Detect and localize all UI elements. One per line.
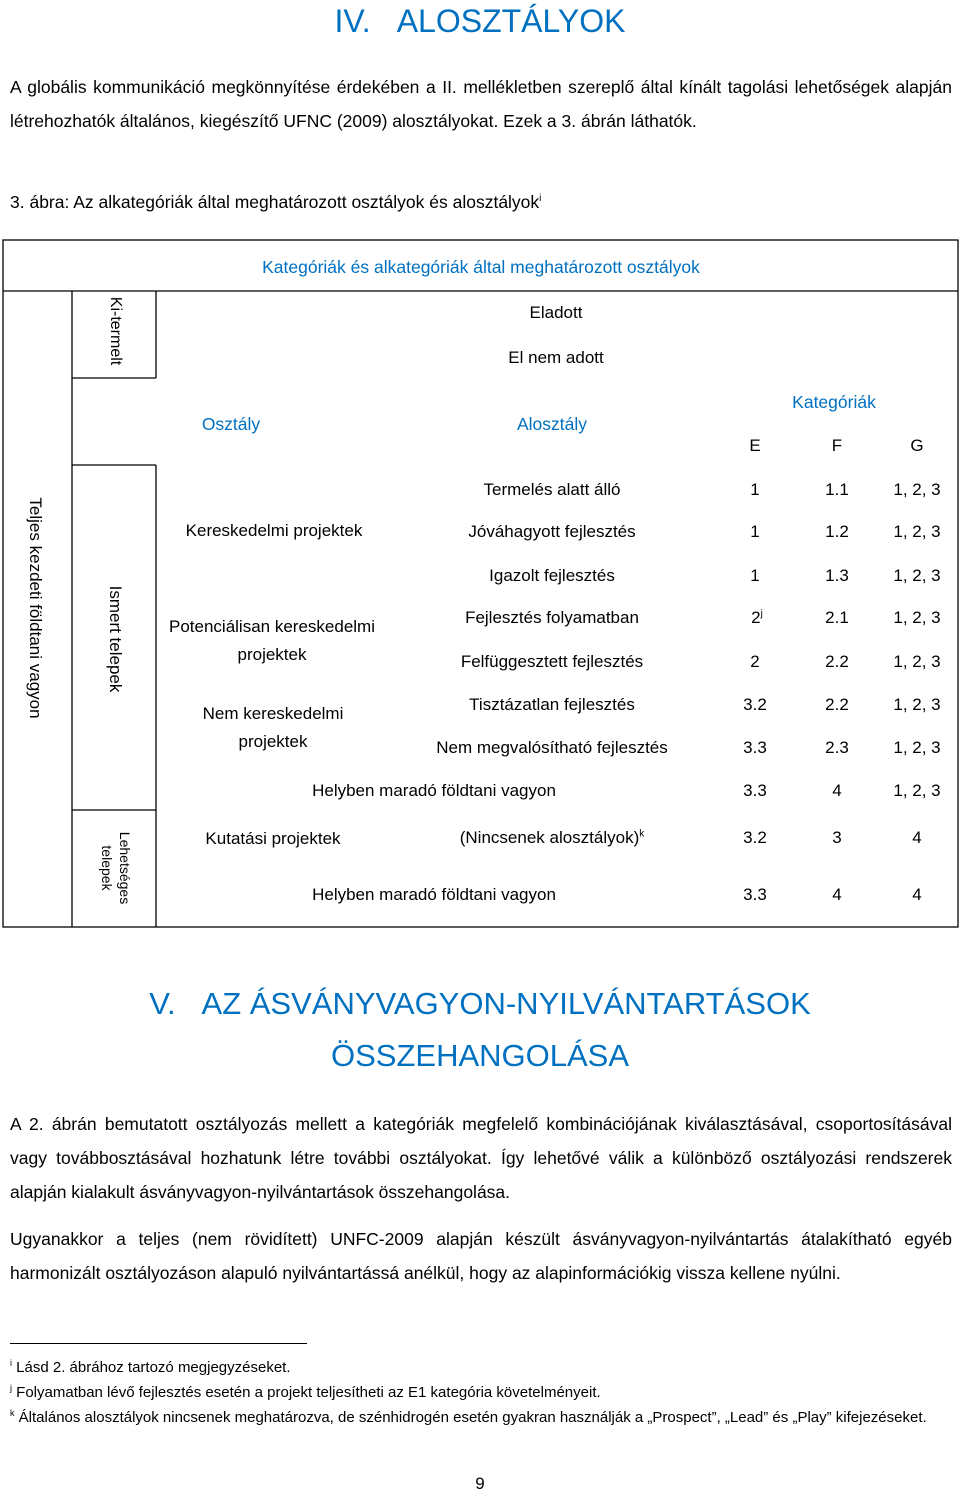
section-v-number: V. xyxy=(149,986,176,1021)
page-number: 9 xyxy=(475,1474,485,1493)
row-e-value: 2 xyxy=(750,652,760,671)
row-subclass: Termelés alatt álló xyxy=(483,480,621,499)
osztaly-kereskedelmi: Kereskedelmi projektek xyxy=(185,521,363,540)
row-f: 2.3 xyxy=(825,738,849,757)
row-subclass-note: k xyxy=(639,828,645,840)
row-g: 4 xyxy=(912,828,922,847)
row-subclass: Igazolt fejlesztés xyxy=(489,566,615,585)
footnote-mark: k xyxy=(10,1408,15,1418)
lehetseges-telepek-label: Lehetséges telepek xyxy=(99,831,133,905)
kitermelt-label xyxy=(103,293,125,369)
footnote-mark: i xyxy=(10,1358,12,1368)
row-subclass: Tisztázatlan fejlesztés xyxy=(469,695,635,714)
row-e xyxy=(750,565,759,587)
col-osztaly-header: Osztály xyxy=(201,414,261,434)
footnote-text: Lásd 2. ábrához tartozó megjegyzéseket. xyxy=(16,1359,291,1376)
row-f: 4 xyxy=(832,885,842,904)
row-f: 1.3 xyxy=(825,566,849,585)
footnote-j xyxy=(10,1380,952,1406)
col-alosztaly-header: Alosztály xyxy=(516,414,588,434)
intro-paragraph: A globális kommunikáció megkönnyítése érdekében a II. mellékletben szereplő által kínált tagolási lehetőségek alapján létrehozhatók általános, kiegészítő UFNC (2009) alosztályokat. Ezek a 3. ábrán láthatók. xyxy=(10,77,952,131)
eladott-label: Eladott xyxy=(529,303,583,322)
row-g: 1, 2, 3 xyxy=(893,738,941,757)
row-f: 1.1 xyxy=(825,480,849,499)
row-e-value: 3.3 xyxy=(743,738,767,757)
row-e xyxy=(743,737,767,759)
row-g: 1, 2, 3 xyxy=(893,695,941,714)
row-subclass xyxy=(460,827,645,849)
row-f: 3 xyxy=(832,828,842,847)
figure-caption xyxy=(10,187,541,217)
row-subclass: Nem megvalósítható fejlesztés xyxy=(436,738,668,757)
row-e xyxy=(750,651,759,673)
footnote-text: Folyamatban lévő fejlesztés esetén a projekt teljesítheti az E1 kategória követelményeit. xyxy=(16,1384,601,1401)
figure-header: Kategóriák és alkategóriák által meghatározott osztályok xyxy=(262,257,700,277)
section-v-line1 xyxy=(0,978,960,1030)
row-e xyxy=(750,521,759,543)
teljes-vagyon-label: Teljes kezdeti földtani vagyon xyxy=(26,497,45,719)
kitermelt-text: Ki-termelt xyxy=(107,296,124,366)
row-e-value: 2 xyxy=(751,608,761,627)
footnote-mark: j xyxy=(10,1383,12,1393)
section-v-heading xyxy=(0,978,960,1082)
row-g: 1, 2, 3 xyxy=(893,652,941,671)
paragraph-v1: A 2. ábrán bemutatott osztályozás mellett a kategóriák megfelelő kombinációjának kiválasztásával, csoportosításával vagy továbbosztásával hozhatunk létre további osztályokat. Így lehetővé válik a különböző osztályozási rendszerek alapján kialakult ásványvagyon-nyilvántartások összehangolása. xyxy=(10,1114,952,1202)
row-e-value: 3.2 xyxy=(743,695,767,714)
osztaly-nem-kereskedelmi: Nem kereskedelmi projektek xyxy=(202,704,344,751)
row-f: 4 xyxy=(832,781,842,800)
row-e-note: j xyxy=(760,608,763,620)
footnote-separator xyxy=(10,1343,307,1344)
cat-letter-g: G xyxy=(910,436,924,455)
section-iv-heading xyxy=(0,2,960,40)
row-g: 1, 2, 3 xyxy=(893,608,941,627)
row-subclass: Felfüggesztett fejlesztés xyxy=(460,652,644,671)
row-e xyxy=(743,694,767,716)
osztaly-kutatasi: Kutatási projektek xyxy=(205,829,341,848)
row-e-value: 1 xyxy=(750,480,760,499)
row-e-value: 1 xyxy=(750,566,760,585)
footnote-i xyxy=(10,1355,952,1381)
osztaly-potencialisan: Potenciálisan kereskedelmi projektek xyxy=(169,617,375,664)
section-iv-title: ALOSZTÁLYOK xyxy=(396,3,626,39)
row-e: 3.2 xyxy=(743,828,767,847)
row-g: 4 xyxy=(912,885,922,904)
row-f: 2.1 xyxy=(825,608,849,627)
ismert-telepek-label: Ismert telepek xyxy=(106,585,125,693)
el-nem-adott-label: El nem adott xyxy=(508,348,604,367)
row-subclass: Helyben maradó földtani vagyon xyxy=(312,781,556,800)
footnote-k xyxy=(10,1405,952,1431)
row-subclass: Jóváhagyott fejlesztés xyxy=(468,522,636,541)
col-kategoriak-header: Kategóriák xyxy=(792,392,876,412)
cat-letter-f: F xyxy=(831,436,843,455)
row-g: 1, 2, 3 xyxy=(893,480,941,499)
row-subclass-text: (Nincsenek alosztályok) xyxy=(459,828,640,847)
row-e: 3.3 xyxy=(743,781,767,800)
figure-border xyxy=(3,240,958,927)
row-g: 1, 2, 3 xyxy=(893,781,941,800)
row-g: 1, 2, 3 xyxy=(893,522,941,541)
paragraph-v2: Ugyanakkor a teljes (nem rövidített) UNFC-2009 alapján készült ásványvagyon-nyilvántartás átalakítható egyéb harmonizált osztályozáson alapuló nyilvántartássá anélkül, hogy az alapinformációkig vissza kellene nyúlni. xyxy=(10,1229,952,1283)
row-subclass: Helyben maradó földtani vagyon xyxy=(312,885,556,904)
row-f: 1.2 xyxy=(825,522,849,541)
section-iv-number: IV. xyxy=(334,3,371,39)
row-f: 2.2 xyxy=(825,652,849,671)
figure-caption-text: 3. ábra: Az alkategóriák által meghatározott osztályok és alosztályok xyxy=(10,192,540,212)
footnote-text: Általános alosztályok nincsenek meghatározva, de szénhidrogén esetén gyakran használják a „Prospect”, „Lead” és „Play” kifejezéseket. xyxy=(18,1409,927,1426)
row-e-value: 1 xyxy=(750,522,760,541)
row-e xyxy=(751,607,763,629)
section-v-line2: ÖSSZEHANGOLÁSA xyxy=(330,1038,630,1073)
row-f: 2.2 xyxy=(825,695,849,714)
cat-letter-e: E xyxy=(749,436,761,455)
row-g: 1, 2, 3 xyxy=(893,566,941,585)
row-subclass: Fejlesztés folyamatban xyxy=(465,608,639,627)
figure-caption-note: i xyxy=(539,193,542,205)
section-v-title-line1: AZ ÁSVÁNYVAGYON-NYILVÁNTARTÁSOK xyxy=(201,986,811,1021)
row-e xyxy=(750,479,759,501)
row-e: 3.3 xyxy=(743,885,767,904)
